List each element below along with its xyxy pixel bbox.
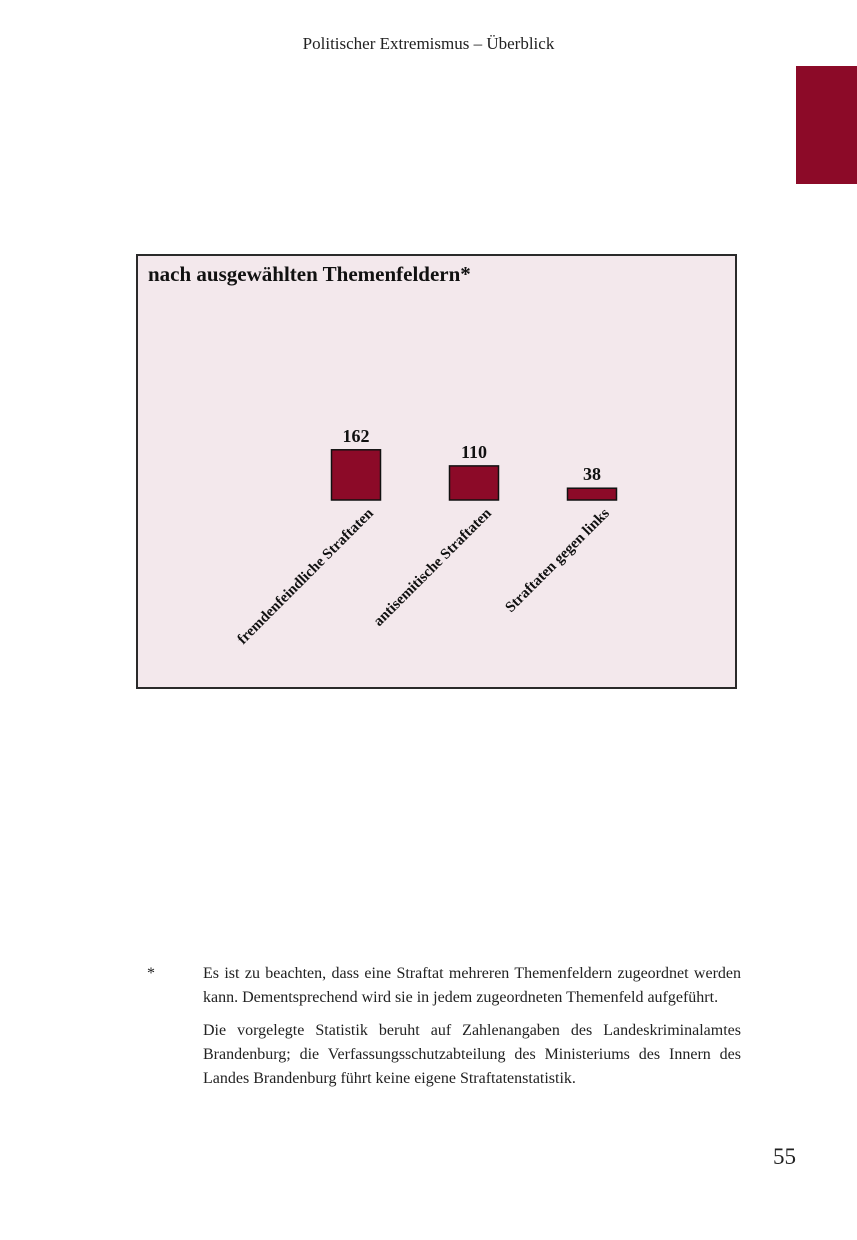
page-number: 55 [773, 1144, 796, 1169]
chapter-tab-marker [796, 66, 857, 184]
bar [568, 488, 617, 500]
running-header: Politischer Extremismus – Überblick [302, 34, 555, 53]
chart-panel [136, 254, 737, 689]
category-label: Straftaten gegen links [502, 505, 613, 616]
data-label: 38 [583, 464, 601, 485]
chart-title: nach ausgewählten Themenfeldern* [148, 262, 471, 286]
footnote-paragraph: Die vorgelegte Statistik beruht auf Zahlenangaben des Landeskriminalamtes Brandenburg; die Verfassungsschutzabteilung des Ministeriums des Innern des Landes Brandenburg führt keine eigene Straftatenstatistik. [203, 1022, 741, 1087]
footnote-paragraph: Es ist zu beachten, dass eine Straftat mehreren Themenfeldern zugeordnet werden kann. Dementsprechend wird sie in jedem zugeordneten Themenfeld aufgeführt. [203, 965, 741, 1006]
footnote-marker: * [147, 965, 155, 982]
bar-chart [138, 256, 735, 687]
footnote-body [203, 962, 741, 1100]
category-label: fremdenfeindliche Straftaten [234, 505, 377, 648]
data-label: 162 [342, 425, 370, 446]
data-label: 110 [460, 441, 488, 462]
bar [450, 466, 499, 500]
category-label: antisemitische Straftaten [370, 505, 495, 630]
bar [332, 450, 381, 500]
